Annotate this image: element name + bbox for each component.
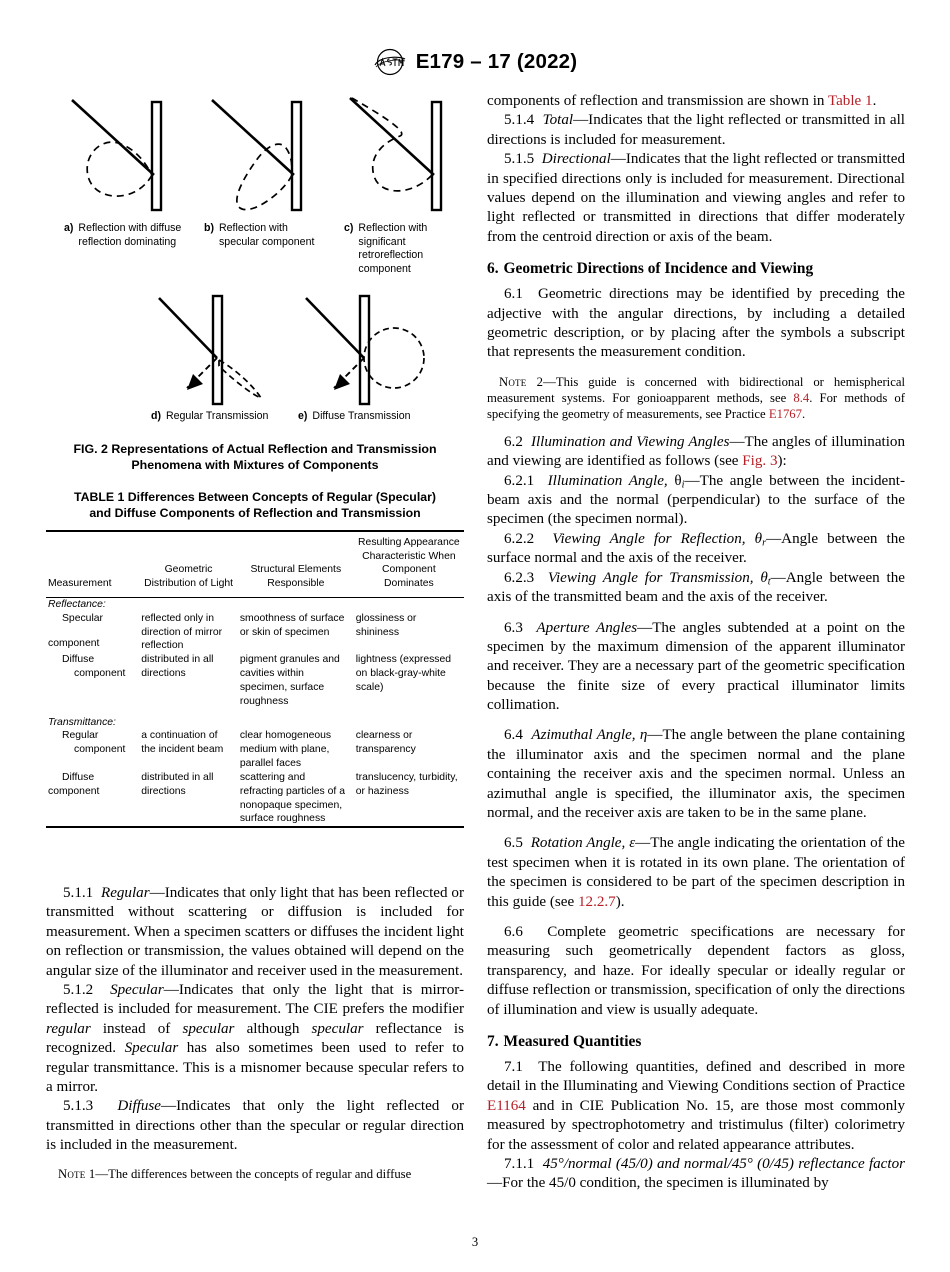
cell-structural: pigment granules and cavities within specimen, surface roughness <box>239 654 340 707</box>
cell-measurement-line1: Diffuse <box>62 771 95 783</box>
cell-measurement <box>46 653 139 708</box>
cell-measurement <box>46 612 139 653</box>
para-6-2-1-term: Illumination Angle, <box>547 472 668 489</box>
table-bottom-rule <box>46 827 464 832</box>
diagram-letter-d: d) <box>151 410 161 422</box>
cell-measurement-line2: component <box>74 744 126 756</box>
para-7-1-number: 7.1 <box>504 1058 523 1075</box>
para-5-1-2-b: instead of <box>90 1020 183 1037</box>
cell-appearance: glossiness or shininess <box>355 612 417 638</box>
table-title-line1: TABLE 1 Differences Between Concepts of Regular (Specular) <box>74 490 436 504</box>
table-group-pad-5 <box>238 716 354 730</box>
diagram-caption-d-text: Regular Transmission <box>166 410 269 422</box>
para-6-5-b: ). <box>615 893 625 910</box>
cell-measurement-line1: Regular <box>62 730 99 742</box>
right-column-text <box>487 92 905 1194</box>
figure-2 <box>46 92 464 474</box>
table-title-line2: and Diffuse Components of Reflection and Transmission <box>89 506 421 521</box>
cell-geometric: distributed in all directions <box>141 771 214 797</box>
note-1-text: —The differences between the concepts of regular and diffuse <box>95 1167 412 1182</box>
para-5-1-4 <box>487 111 905 150</box>
para-6-1-number: 6.1 <box>504 286 523 303</box>
diagram-regular-transmission <box>151 292 291 410</box>
link-8-4[interactable]: 8.4 <box>793 390 810 405</box>
para-6-5-a: —The angle indicating the orientation of the test specimen when it is rotated in its own plane. The orientation of the specimen is considered to be part of the specimen description in this guide (see <box>487 835 906 910</box>
table-group-pad-3 <box>354 598 464 612</box>
cell-appearance: translucency, turbidity, or haziness <box>355 771 458 797</box>
table-body <box>46 598 464 833</box>
para-5-1-1-text: —Indicates that only light that has been reflected or transmitted without scattering or diffusion is included for measurement. When a specimen scatters or diffuses the incident light on reflection or transmission, the values obtained will depend on the angular size of the illuminator and receiver used in the measurement. <box>46 885 465 979</box>
diagram-caption-c <box>344 222 456 276</box>
para-7-1-1-term: 45°/normal (45/0) and normal/45° (0/45) reflectance factor <box>542 1155 905 1172</box>
figure-caption-line1: FIG. 2 Representations of Actual Reflection and Transmission <box>73 442 437 456</box>
table-header-row <box>46 531 464 598</box>
cell-geometric: distributed in all directions <box>141 654 214 680</box>
para-6-2-3-subscript: t <box>767 575 771 587</box>
diagram-letter-b: b) <box>204 222 214 234</box>
link-12-2-7[interactable]: 12.2.7 <box>577 893 616 910</box>
para-6-3-number: 6.3 <box>504 619 523 636</box>
table-group-pad-2 <box>238 598 354 612</box>
section-6-heading <box>487 260 905 278</box>
cell-appearance: clearness or transparency <box>355 730 416 756</box>
cell-measurement <box>46 729 139 770</box>
cell-structural: scattering and refracting particles of a nonopaque specimen, surface roughness <box>239 771 345 825</box>
para-6-4 <box>487 726 905 823</box>
note-2-label: Note 2 <box>499 374 544 389</box>
table-bottom-rule-row <box>46 827 464 832</box>
para-5-1-5 <box>487 150 905 247</box>
para-6-3-term: Aperture Angles <box>536 619 638 636</box>
para-6-2-3-number: 6.2.3 <box>504 569 535 586</box>
diagram-caption-a <box>64 222 186 249</box>
para-6-4-number: 6.4 <box>504 727 523 744</box>
table-header <box>46 531 464 598</box>
para-6-1-text: Geometric directions may be identified by preceding the adjective with the angular directions, by including a detailed geometric description, or by placing after the symbols a subscript that represents the measurement condition. <box>487 286 906 361</box>
diagram-caption-b-text: Reflection with specular component <box>219 222 315 248</box>
para-5-1-2-term: Specular <box>110 981 164 998</box>
para-6-2-3-text: —Angle between the axis of the transmitted beam and the axis of the receiver. <box>487 569 905 606</box>
para-5-1-1-term: Regular <box>100 885 150 901</box>
cell-measurement-line2: component <box>48 785 100 797</box>
table-col-geometric: Geometric Distribution of Light <box>139 531 238 598</box>
table-group-row-transmittance <box>46 716 464 730</box>
table-spacer <box>46 709 464 716</box>
para-5-1-3 <box>46 1097 464 1155</box>
diagram-reflection-diffuse-dominating <box>64 92 184 222</box>
para-6-2-2-term: Viewing Angle for Reflection, <box>552 530 746 547</box>
cell-structural: smoothness of surface or skin of specimen <box>239 612 345 638</box>
para-6-2-1-symbol: θ <box>674 472 682 489</box>
note-1-label: Note 1 <box>58 1167 96 1182</box>
para-6-2-b: ): <box>777 453 787 470</box>
table-col-appearance: Resulting Appearance Characteristic When Component Dominates <box>354 531 464 598</box>
para-5-1-2-c: although <box>234 1020 312 1037</box>
table-row <box>46 612 464 653</box>
para-7-1-1-text: —For the 45/0 condition, the specimen is illuminated by <box>487 1175 829 1192</box>
cell-structural: clear homogeneous medium with plane, parallel faces <box>239 730 332 770</box>
section-6-number: 6. <box>487 260 499 278</box>
para-carryover-b: . <box>872 93 877 109</box>
table-title <box>46 489 464 522</box>
para-6-4-text: —The angle between the plane containing the illuminator axis and the specimen normal and the plane containing the receiver axis and the specimen normal. Unless an azimuthal angle is specified, the illuminator axis, the specimen normal, and the receiver axis are taken to be in the same plane. <box>487 727 905 822</box>
para-6-4-term: Azimuthal Angle, <box>531 727 636 744</box>
page-header <box>0 48 950 76</box>
page-title: E179 – 17 (2022) <box>415 50 578 73</box>
note-2-c: . <box>801 406 806 421</box>
para-5-1-4-number: 5.1.4 <box>504 112 535 129</box>
figure-caption <box>46 441 464 474</box>
para-5-1-2-i3: specular <box>311 1020 364 1037</box>
section-7-title: Measured Quantities <box>503 1032 642 1050</box>
para-5-1-5-term: Directional <box>541 151 611 168</box>
diagram-caption-b <box>204 222 326 249</box>
para-carryover-a: components of reflection and transmission are shown in <box>487 93 828 109</box>
left-column-text <box>46 884 464 1194</box>
note-2-a: —This guide is concerned with bidirectional or hemispherical measurement systems. For gonioapparent methods, see <box>487 374 905 405</box>
diagram-caption-d <box>151 410 268 424</box>
para-6-5-symbol: ε <box>629 835 636 852</box>
para-6-2-2-symbol: θ <box>754 530 763 547</box>
table-group-row-reflectance <box>46 598 464 612</box>
para-5-1-2-number: 5.1.2 <box>63 981 94 998</box>
para-5-1-1-number: 5.1.1 <box>63 885 94 901</box>
para-7-1-1-number: 7.1.1 <box>504 1155 535 1172</box>
para-7-1-b: and in CIE Publication No. 15, are those most commonly measured by spectrophotometry and tristimulus (filter) colorimetry for the assessment of color and related appearance attributes. <box>487 1097 905 1153</box>
section-7-heading <box>487 1033 905 1051</box>
para-5-1-2 <box>46 981 464 1097</box>
para-7-1-a: The following quantities, defined and described in more detail in the Illuminating and Viewing Conditions section of Practice <box>487 1058 905 1095</box>
note-2-b: . For methods of specifying the geometry of measurements, see Practice <box>487 390 905 421</box>
para-6-6-number: 6.6 <box>504 924 523 940</box>
para-6-2-1-number: 6.2.1 <box>504 472 535 489</box>
para-6-3 <box>487 619 905 716</box>
para-6-2-term: Illumination and Viewing Angles <box>530 433 730 450</box>
table-1-grid <box>46 530 464 833</box>
para-carryover <box>487 92 905 111</box>
link-e1164[interactable]: E1164 <box>487 1097 526 1114</box>
diagram-diffuse-transmission <box>298 292 438 410</box>
astm-logo-icon <box>373 48 407 76</box>
para-6-5 <box>487 834 905 912</box>
cell-measurement <box>46 771 139 827</box>
para-5-1-1 <box>46 884 464 981</box>
para-6-2-2 <box>487 530 905 569</box>
para-5-1-4-text: —Indicates that the light reflected or transmitted in all directions is included for measurement. <box>487 112 906 148</box>
para-5-1-3-number: 5.1.3 <box>63 1098 94 1115</box>
para-6-2-3 <box>487 569 905 608</box>
para-6-1 <box>487 285 905 363</box>
para-5-1-3-term: Diffuse <box>117 1098 161 1115</box>
diagram-caption-e <box>298 410 411 424</box>
diagram-caption-e-text: Diffuse Transmission <box>312 410 411 422</box>
cell-measurement-line1: Diffuse <box>62 654 95 666</box>
para-6-2-a: —The angles of illumination and viewing are identified as follows (see <box>487 433 905 470</box>
table-row <box>46 771 464 827</box>
cell-measurement-line1: Specular <box>62 612 104 624</box>
table-col-measurement: Measurement <box>46 531 139 598</box>
para-5-1-2-i1: regular <box>46 1020 91 1037</box>
diagram-caption-a-text: Reflection with diffuse reflection dominating <box>78 222 182 248</box>
diagram-letter-a: a) <box>64 222 74 234</box>
para-5-1-5-number: 5.1.5 <box>504 151 535 168</box>
link-table-1[interactable]: Table 1 <box>827 93 873 109</box>
cell-geometric: reflected only in direction of mirror reflection <box>141 612 223 652</box>
diagram-letter-e: e) <box>298 410 308 422</box>
para-6-2-2-subscript: r <box>762 537 767 549</box>
cell-geometric: a continuation of the incident beam <box>141 730 224 756</box>
para-6-2-2-number: 6.2.2 <box>504 530 535 547</box>
cell-measurement-line2: component <box>48 637 100 649</box>
para-5-1-2-i2: specular <box>182 1020 235 1037</box>
table-group-pad-4 <box>139 716 238 730</box>
section-6-title: Geometric Directions of Incidence and Viewing <box>503 260 814 278</box>
para-5-1-4-term: Total <box>542 112 574 129</box>
table-group-label-reflectance: Reflectance: <box>46 598 139 612</box>
para-6-2-1 <box>487 472 905 530</box>
table-row <box>46 653 464 708</box>
table-1 <box>46 489 464 832</box>
para-6-6-text: Complete geometric specifications are necessary for measuring such geometrically dependent factors as gloss, transparency, and haze. For ideally specular or ideally regular or diffuse reflection or transmission, specification of only the directions of illumination and view is usually adequate. <box>487 924 905 1018</box>
para-5-1-2-d: reflectance is recognized. <box>46 1020 465 1057</box>
cell-measurement-line2: component <box>74 668 126 680</box>
page-number: 3 <box>471 1235 479 1249</box>
para-6-2-1-subscript: i <box>681 478 685 490</box>
para-5-1-2-e: has also sometimes been used to refer to regular transmittance. This is a misnomer because specular refers to a mirror. <box>46 1040 464 1095</box>
note-1 <box>46 1166 464 1182</box>
para-6-5-term: Rotation Angle, <box>530 835 626 852</box>
para-6-2 <box>487 433 905 472</box>
para-6-4-symbol: η <box>639 727 648 744</box>
table-spacer-cell <box>46 709 464 716</box>
figure-captions-bottom <box>46 410 464 428</box>
para-7-1-1 <box>487 1155 905 1194</box>
section-7-number: 7. <box>487 1032 499 1050</box>
note-2 <box>487 374 905 422</box>
figure-caption-line2: Phenomena with Mixtures of Components <box>131 458 379 473</box>
link-e1767[interactable]: E1767 <box>768 406 802 421</box>
figure-captions-top <box>46 222 464 284</box>
diagram-caption-c-text: Reflection with significant retroreflection component <box>358 222 428 275</box>
para-6-5-number: 6.5 <box>504 835 523 852</box>
table-group-pad-1 <box>139 598 238 612</box>
para-5-1-2-a: —Indicates that only the light that is mirror-reflected is included for measurement. The CIE prefers the modifier <box>46 981 464 1018</box>
para-5-1-5-text: —Indicates that the light reflected or transmitted in specified directions only is included for measurement. Directional values depend on the illumination and viewing angles and refer to light reflected or transmitted in directions that differ moderately from the centroid direction or axis of the beam. <box>487 151 905 245</box>
link-fig-3[interactable]: Fig. 3 <box>742 453 778 470</box>
figure-row-top <box>46 92 464 222</box>
diagram-letter-c: c) <box>344 222 354 234</box>
para-5-1-3-text: —Indicates that only the light reflected or transmitted in directions other than the specular or regular direction is included in the measurement. <box>46 1098 464 1154</box>
para-6-2-1-text: —The angle between the incident-beam axis and the normal (perpendicular) to the surface of the specimen (the specimen normal). <box>487 472 905 528</box>
figure-row-bottom <box>46 292 464 410</box>
table-group-pad-6 <box>354 716 464 730</box>
para-6-2-3-term: Viewing Angle for Transmission, <box>547 569 754 586</box>
para-6-2-3-symbol: θ <box>760 569 768 586</box>
table-col-structural: Structural Elements Responsible <box>238 531 354 598</box>
para-6-6 <box>487 923 905 1020</box>
para-6-2-2-text: —Angle between the surface normal and the axis of the receiver. <box>487 530 905 567</box>
para-7-1 <box>487 1058 905 1155</box>
para-6-2-number: 6.2 <box>504 433 523 450</box>
table-row <box>46 729 464 770</box>
diagram-reflection-retroreflection <box>344 92 464 222</box>
table-group-label-transmittance: Transmittance: <box>48 716 116 728</box>
para-5-1-2-i4: Specular <box>124 1040 179 1057</box>
diagram-reflection-specular <box>204 92 324 222</box>
cell-appearance: lightness (expressed on black-gray-white scale) <box>355 654 452 693</box>
para-6-3-text: —The angles subtended at a point on the specimen by the maximum dimension of the apparent illuminator and receiver. They are a necessary part of the geometric specification because the finite size of every practical illuminator limits collimation. <box>487 619 905 714</box>
